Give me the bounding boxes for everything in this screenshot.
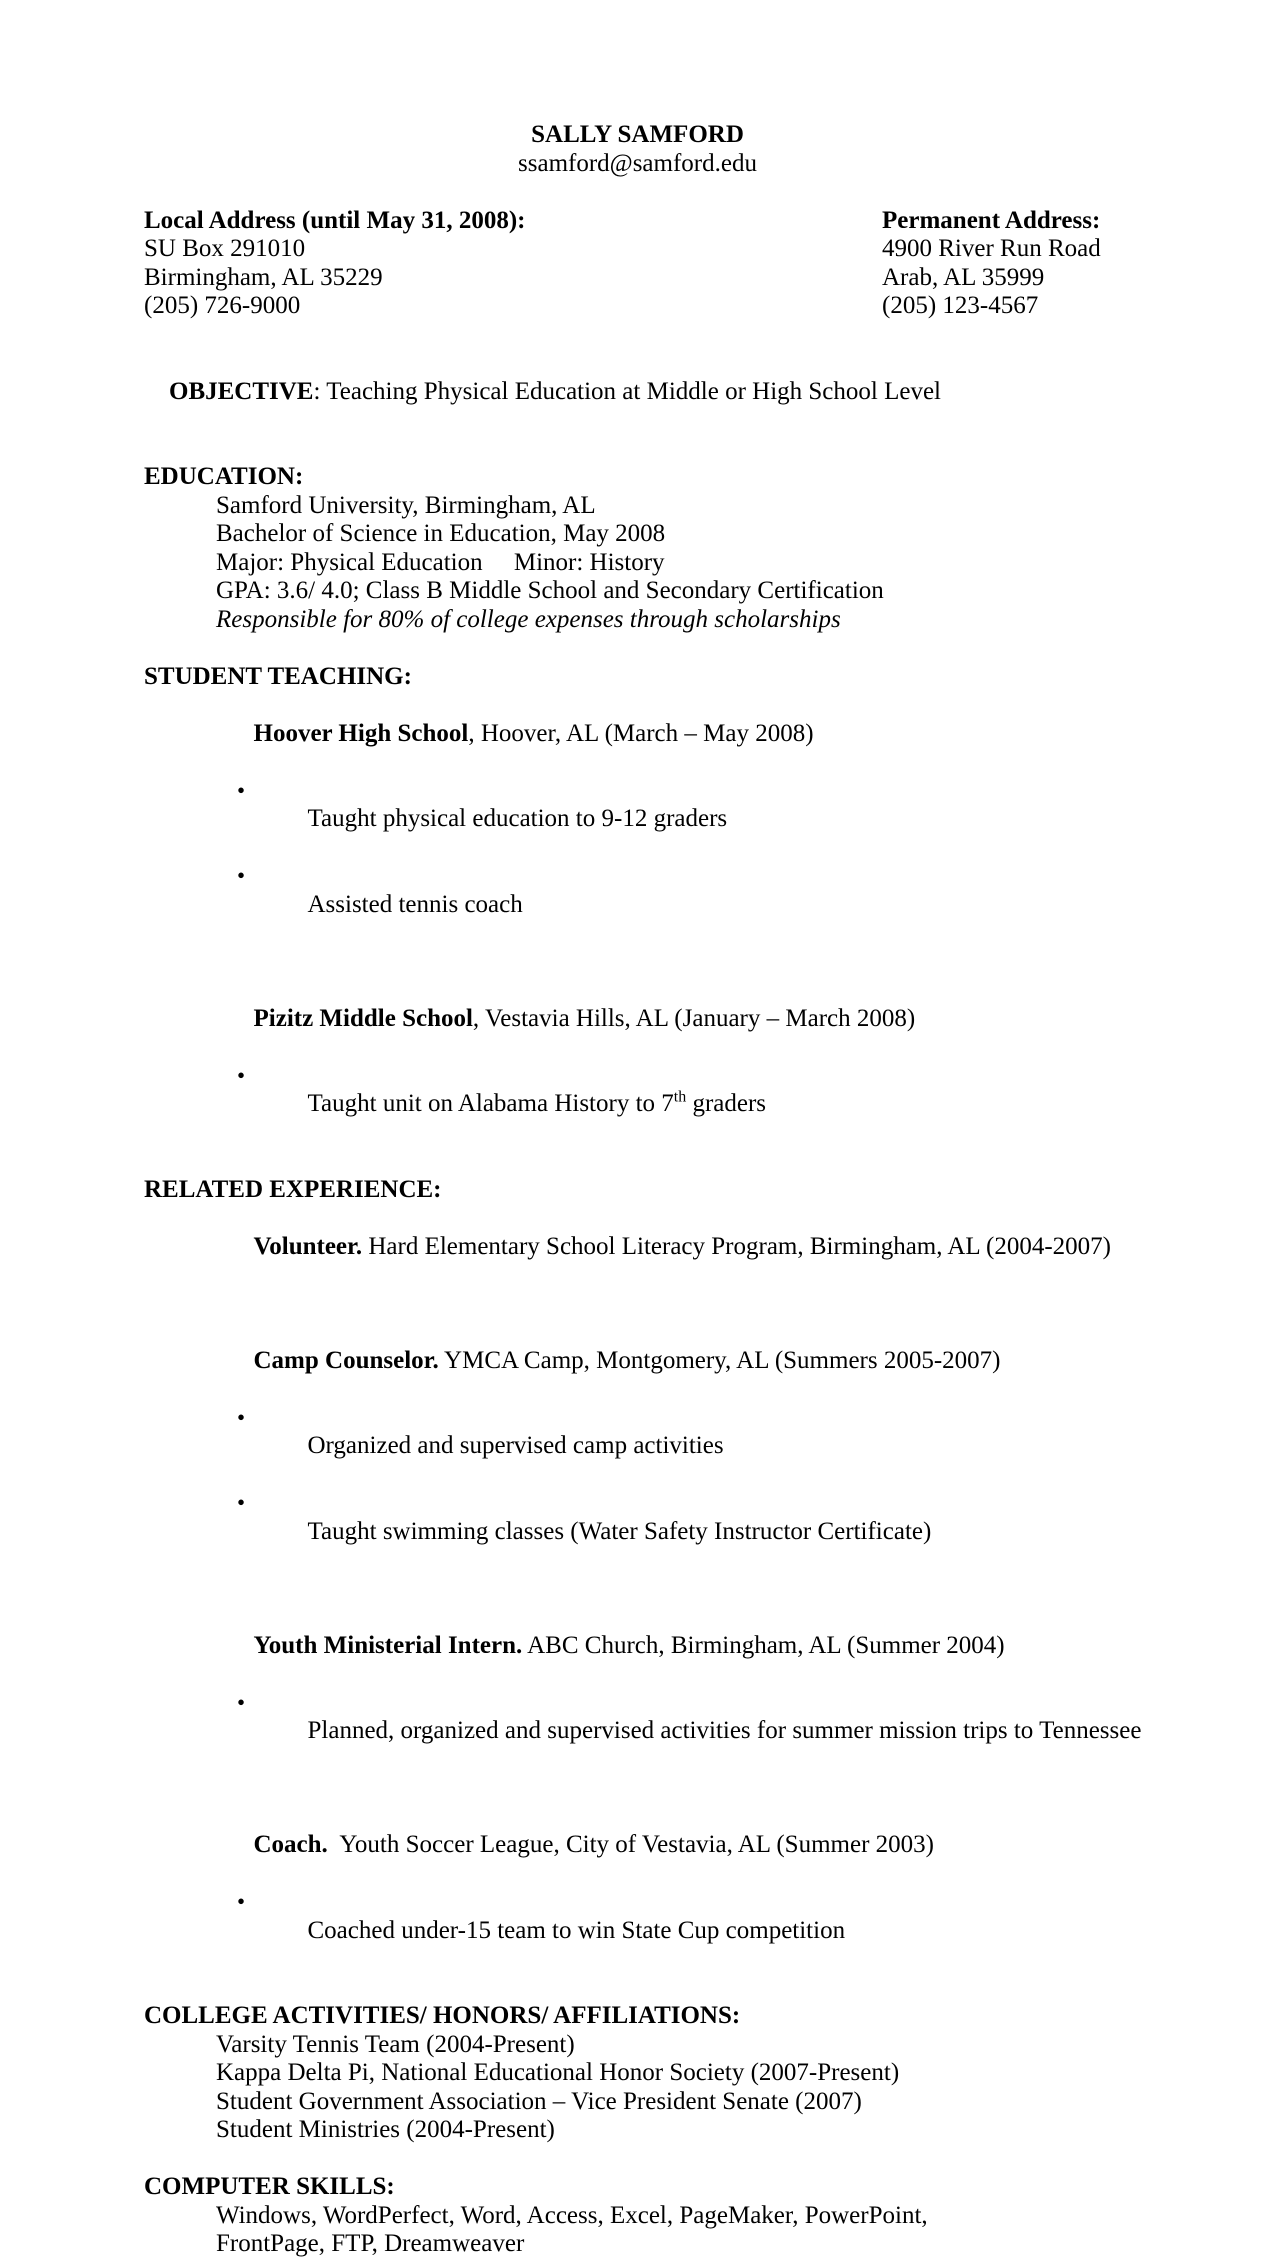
bullet-item <box>144 1489 1131 1575</box>
education-line: Bachelor of Science in Education, May 2008 <box>216 520 666 547</box>
school-name: Hoover High School <box>253 719 469 747</box>
permanent-address-line: 4900 River Run Road <box>882 235 1101 262</box>
education-note: Responsible for 80% of college expenses through scholarships <box>216 605 841 633</box>
superscript-ordinal: th <box>673 1088 687 1106</box>
role-details: ABC Church, Birmingham, AL (Summer 2004) <box>522 1631 1005 1659</box>
entry-title-line <box>144 1204 1131 1290</box>
bullet-item <box>144 1404 1131 1490</box>
role-name: Camp Counselor. <box>253 1346 439 1374</box>
bullet-text: Assisted tennis coach <box>307 890 523 918</box>
bullet-text: Taught swimming classes (Water Safety Instructor Certificate) <box>307 1517 932 1545</box>
entry-title-line <box>144 1318 1131 1404</box>
education-line: GPA: 3.6/ 4.0; Class B Middle School and Secondary Certification <box>216 577 884 604</box>
entry-title-line <box>144 1803 1131 1889</box>
college-activities-heading: COLLEGE ACTIVITIES/ HONORS/ AFFILIATIONS: <box>144 2002 741 2029</box>
permanent-address-phone: (205) 123-4567 <box>882 292 1039 319</box>
student-teaching-heading: STUDENT TEACHING: <box>144 662 412 690</box>
permanent-address-heading: Permanent Address: <box>882 206 1101 234</box>
role-details: YMCA Camp, Montgomery, AL (Summers 2005-2007) <box>438 1346 1001 1374</box>
header-block <box>144 121 1131 178</box>
permanent-address-column <box>882 207 1131 321</box>
bullet-text: graders <box>686 1090 767 1117</box>
bullet-text: Organized and supervised camp activities <box>307 1432 724 1459</box>
computer-skills-line: Windows, WordPerfect, Word, Access, Excel, PageMaker, PowerPoint, <box>216 2201 928 2229</box>
bullet-item <box>144 777 1131 863</box>
local-address-column <box>144 207 882 321</box>
education-heading: EDUCATION: <box>144 463 304 490</box>
local-address-line: SU Box 291010 <box>144 235 306 262</box>
permanent-address-line: Arab, AL 35999 <box>882 263 1045 291</box>
computer-skills-line: FrontPage, FTP, Dreamweaver <box>216 2230 525 2257</box>
bullet-icon: • <box>237 1889 246 1914</box>
computer-skills-section <box>144 2173 1131 2259</box>
bullet-item <box>144 862 1131 948</box>
bullet-text: Coached under-15 team to win State Cup competition <box>307 1916 846 1944</box>
bullet-text: Taught physical education to 9-12 graders <box>307 805 728 832</box>
computer-skills-heading: COMPUTER SKILLS: <box>144 2173 395 2200</box>
bullet-icon: • <box>237 863 246 888</box>
address-block <box>144 207 1131 321</box>
college-activities-section <box>144 2002 1131 2145</box>
school-name: Pizitz Middle School <box>253 1004 473 1032</box>
role-name: Coach. <box>253 1831 328 1858</box>
bullet-icon: • <box>237 777 246 803</box>
student-teaching-section <box>144 663 1131 948</box>
local-address-heading: Local Address (until May 31, 2008): <box>144 206 526 234</box>
related-experience-entry <box>144 1318 1131 1575</box>
bullet-text: Planned, organized and supervised activities for summer mission trips to Tennessee <box>307 1717 1142 1744</box>
bullet-item <box>144 1888 1131 1974</box>
college-activity-line: Student Government Association – Vice President Senate (2007) <box>216 2087 862 2115</box>
role-details: Youth Soccer League, City of Vestavia, AL (Summer 2003) <box>327 1831 934 1858</box>
objective-line <box>144 349 1131 435</box>
role-details: Hard Elementary School Literacy Program, Birmingham, AL (2004-2007) <box>362 1232 1111 1260</box>
related-experience-heading: RELATED EXPERIENCE: <box>144 1175 442 1203</box>
school-details: , Vestavia Hills, AL (January – March 2008) <box>472 1004 916 1032</box>
bullet-item <box>144 1689 1142 1775</box>
bullet-text: Taught unit on Alabama History to 7 <box>307 1090 674 1117</box>
related-experience-section <box>144 1176 1131 1290</box>
education-line: Samford University, Birmingham, AL <box>216 491 596 519</box>
resume-email: ssamford@samford.edu <box>518 149 757 177</box>
objective-text: : Teaching Physical Education at Middle or High School Level <box>313 377 941 405</box>
education-line: Major: Physical Education Minor: History <box>216 548 665 576</box>
bullet-icon: • <box>237 1490 246 1515</box>
local-address-phone: (205) 726-9000 <box>144 292 301 319</box>
entry-title-line <box>144 1603 1131 1689</box>
role-name: Youth Ministerial Intern. <box>253 1631 523 1659</box>
student-teaching-entry <box>144 976 1131 1147</box>
objective-label: OBJECTIVE <box>169 377 314 405</box>
resume-name: SALLY SAMFORD <box>531 121 744 148</box>
related-experience-entry <box>144 1803 1131 1974</box>
local-address-line: Birmingham, AL 35229 <box>144 263 383 291</box>
college-activity-line: Varsity Tennis Team (2004-Present) <box>216 2030 575 2058</box>
bullet-item <box>144 1062 1131 1148</box>
entry-title-line <box>144 691 1131 777</box>
bullet-icon: • <box>237 1062 246 1088</box>
education-section <box>144 463 1131 634</box>
school-details: , Hoover, AL (March – May 2008) <box>468 719 814 747</box>
role-name: Volunteer. <box>253 1232 363 1260</box>
entry-title-line <box>144 976 1131 1062</box>
bullet-icon: • <box>237 1689 246 1715</box>
bullet-icon: • <box>237 1404 246 1430</box>
college-activity-line: Student Ministries (2004-Present) <box>216 2116 555 2143</box>
related-experience-entry <box>144 1603 1142 1774</box>
college-activity-line: Kappa Delta Pi, National Educational Honor Society (2007-Present) <box>216 2059 900 2086</box>
